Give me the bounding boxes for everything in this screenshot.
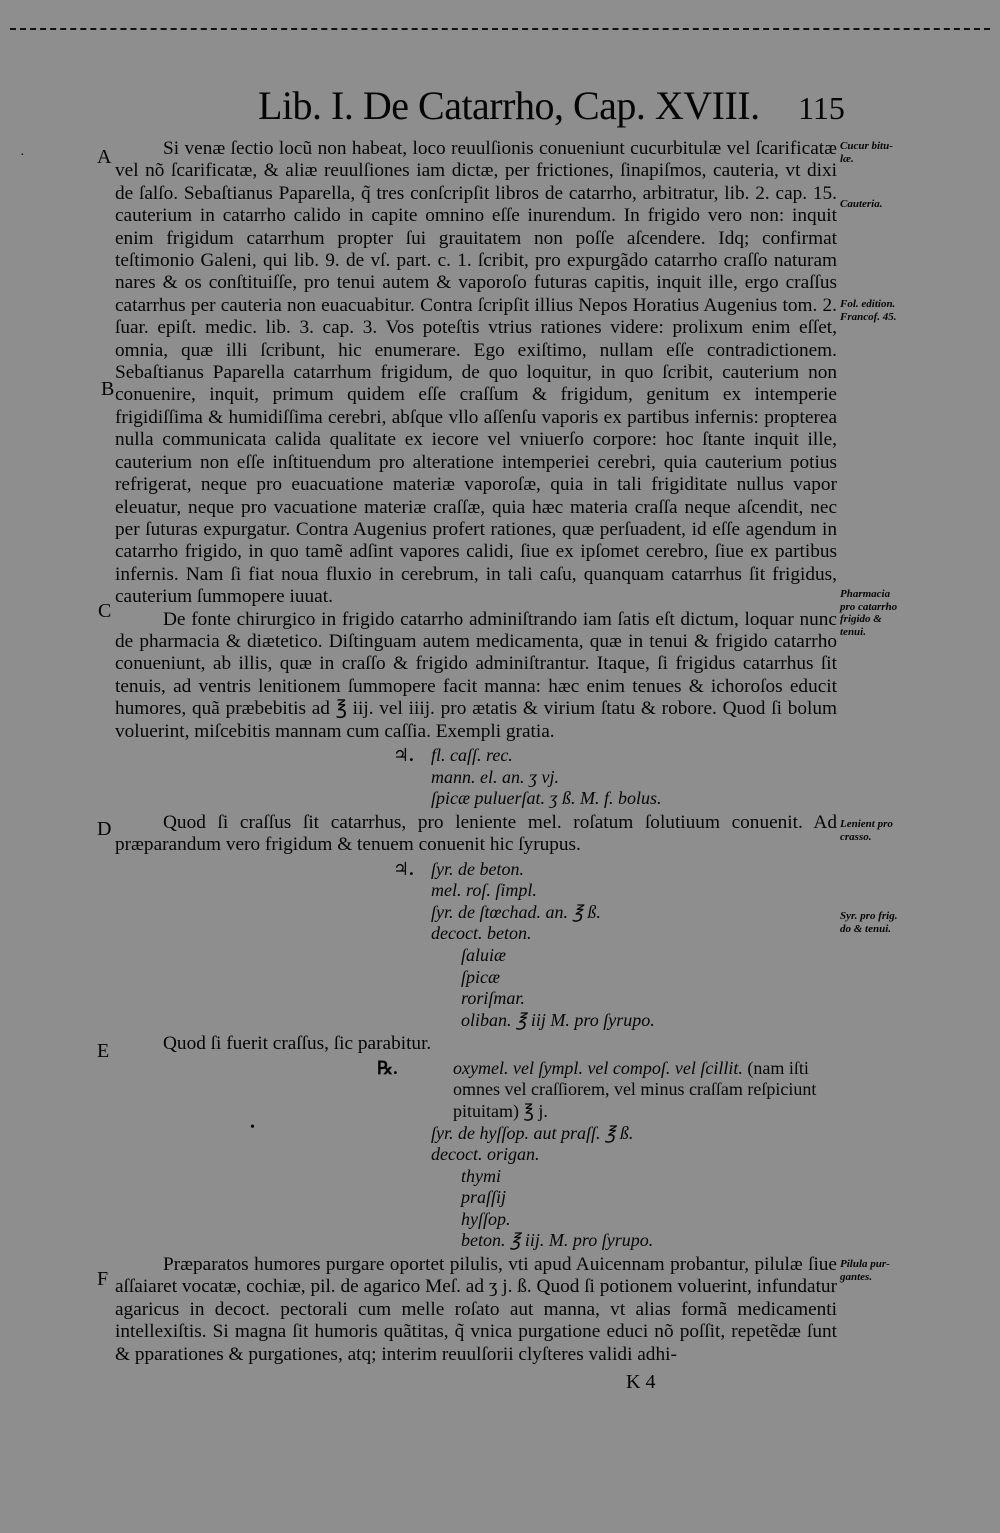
recipe-bolus [393, 745, 837, 810]
recipe-line: ſaluiæ [461, 944, 507, 965]
paragraph-cauteria: Si venæ ſectio locũ non habeat, loco reuulſionis conueniunt cucurbitulæ vel ſcarificatæ vel nõ ſcarificatæ, & aliæ reuulſiones iam dictæ, per frictiones, ſinapiſmos, cauteria, vt dixi de ſalſo. Sebaſtianus Paparella, q̃ tres conſcripſit libros de catarrho, arbitratur, lib. 2. cap. 15. cauterium in catarrho calido in capite omnino eſſe inurendum. In frigido vero non: inquit enim frigidum catarrhum propter ſui grauitatem non poſſe aſcendere. Idq; confirmat teſtimonio Galeni, qui lib. 9. de vſ. part. c. 1. ſcribit, pro expurgãdo catarrho craſſo naturam nares & os conſtituiſſe, pro tenui autem & vaporoſo futuras capitis, inquit ille, ergo craſſus catarrhus per cauteria non euacuabitur. Contra ſcripſit illius Nepos Horatius Augenius tom. 2. ſuar. epiſt. medic. lib. 3. cap. 3. Vos poteſtis vtrius rationes videre: prolixum enim eſſet, omnia, quæ illi ſcribunt, hic enumerare. Ego exiſtimo, nullam eſſe contradictionem. Sebaſtianus Paparella catarrhum frigidum, de quo loquitur, in quo ſcribit, cauterium non conuenire, inquit, primum quidem eſſe craſſum & frigidum, genitum ex intemperie frigidiſſima & humidiſſima cerebri, abſque vllo aſſenſu vaporis ex partibus infernis: propterea nulla communicata calida qualitate ex iecore vel vniuerſo corpore: hoc ſtante inquit ille, cauterium non eſſe inſtituendum pro alteratione intemperiei cerebri, quia cauterium potius refrigerat, neque pro euacuatione materiæ vaporoſæ, quia in tali frigiditate nullus vapor eleuatur, neque pro vacuatione materiæ craſſæ, quia hæc materia craſſa neque aſcendit, nec per ſuturas expurgatur. Contra Augenius profert rationes, quæ perſuadent, id eſſe agendum in catarrho frigido, in quo tamẽ adſint vapores calidi, ſiue ex ipſomet cerebro, ſiue ex partibus infernis. Nam ſi fiat noua fluxio in cerebrum, in tali caſu, quanquam catarrhus ſit frigidus, cauterium ſummopere iuuat. [115, 138, 837, 608]
recipe-line: ſyr. de hyſſop. aut praſſ. ℥ ß. [431, 1122, 634, 1143]
recipe-line: oliban. ℥ iij M. pro ſyrupo. [461, 1009, 655, 1030]
paragraph-si-crassus: Quod ſi fuerit craſſus, ſic parabitur. [163, 1033, 432, 1055]
recipe-line: fl. caſſ. rec. [431, 744, 513, 765]
margin-note-pharmacia: Pharmacia pro catarrho frigido & tenui. [840, 588, 898, 638]
margin-note-pilulae: Pilula pur-gantes. [840, 1258, 890, 1283]
margin-note-syrup: Syr. pro frig. do & tenui. [840, 910, 898, 935]
section-letter-a: A [97, 146, 112, 168]
recipe-line: hyſſop. [461, 1208, 511, 1229]
margin-note-cauteria: Cauteria. [840, 198, 883, 210]
margin-note-lenient: Lenient pro crasso. [840, 818, 893, 843]
recipe-line: mann. el. an. ʒ vj. [431, 766, 559, 787]
recipe-syrup-crassus [377, 1057, 837, 1252]
section-letter-d: D [97, 818, 112, 840]
section-letter-f: F [97, 1268, 109, 1290]
recipe-line: ſpicæ [461, 966, 500, 987]
page-number: 115 [798, 90, 845, 126]
top-rule [10, 28, 990, 30]
recipe-syrup-tenuis [393, 859, 837, 1032]
signature-mark: K 4 [626, 1371, 656, 1393]
jupiter-symbol-icon: ♃. [393, 858, 414, 879]
paragraph-crassus: Quod ſi craſſus ſit catarrhus, pro leniente mel. roſatum ſolutiuum conuenit. Ad præparandum vero frigidum & tenuem conuenit hic ſyrupus. [115, 811, 837, 856]
recipe-line: oxymel. vel ſympl. vel compoſ. vel ſcillit. [453, 1057, 743, 1078]
recipe-line: ſyr. de beton. [431, 858, 524, 879]
recipe-line: ſpicæ puluerſat. ʒ ß. M. f. bolus. [431, 788, 662, 809]
paragraph-purgare: Præparatos humores purgare oportet pilulis, vti apud Auicennam probantur, pilulæ ſiue aſſaiaret vocatæ, cochiæ, pil. de agarico Meſ. ad ʒ j. ß. Quod ſi potionem voluerint, infundatur agaricus in decoct. pectorali cum melle roſato aut manna, vt alias formã medicamenti intellexiſtis. Si magna ſit humoris quãtitas, q̃ vnica purgatione educi nõ poſſit, repetẽdæ ſunt & pparationes & purgationes, atq; interim reuulſorii clyſteres validi adhi- [115, 1254, 837, 1365]
margin-note-edition: Fol. edition. Francof. 45. [840, 298, 897, 323]
recipe-line: ſyr. de ſtœchad. an. ℥ ß. [431, 901, 601, 922]
stray-ink-mark: · [20, 148, 25, 163]
recipe-line: mel. roſ. ſimpl. [431, 880, 537, 901]
recipe-line: roriſmar. [461, 988, 525, 1009]
main-text-column [115, 138, 837, 1366]
recipe-line: decoct. origan. [431, 1144, 540, 1165]
page-title: Lib. I. De Catarrho, Cap. XVIII. [258, 83, 760, 128]
paragraph-pharmacia: De fonte chirurgico in frigido catarrho adminiſtrando iam ſatis eſt dictum, loquar nunc de pharmacia & diætetico. Diſtinguam autem medicamenta, quæ in tenui & frigido catarrho conueniunt, ab illis, quæ in craſſo & frigido adminiſtrantur. Itaque, ſi frigidus catarrhus ſit tenuis, ad ventris lenitionem ſummopere facit manna: hæc enim tenues & ichoroſos educit humores, quã præbebitis ad ℥ iij. vel iiij. pro ætatis & virium ſtatu & robore. Quod ſi bolum voluerint, miſcebitis mannam cum caſſia. Exempli gratia. [115, 608, 837, 742]
recipe-line: beton. ℥ iij. M. pro ſyrupo. [461, 1230, 654, 1251]
recipe-symbol-icon: ℞. [377, 1057, 398, 1078]
recipe-line-note: (nam iſti omnes vel craſſiorem, vel minus craſſam reſpiciunt pituitam) ℥ j. [453, 1057, 817, 1121]
margin-note-cucurbitulae: Cucur bitu-læ. [840, 140, 893, 165]
jupiter-symbol-icon: ♃. [393, 744, 414, 765]
section-letter-b: B [101, 378, 115, 400]
recipe-line: thymi [461, 1165, 501, 1186]
section-letter-e: E [97, 1040, 110, 1062]
recipe-line: praſſij [461, 1187, 507, 1208]
stray-ink-mark: • [250, 1120, 255, 1135]
section-letter-c: C [98, 600, 112, 622]
recipe-line: decoct. beton. [431, 923, 532, 944]
